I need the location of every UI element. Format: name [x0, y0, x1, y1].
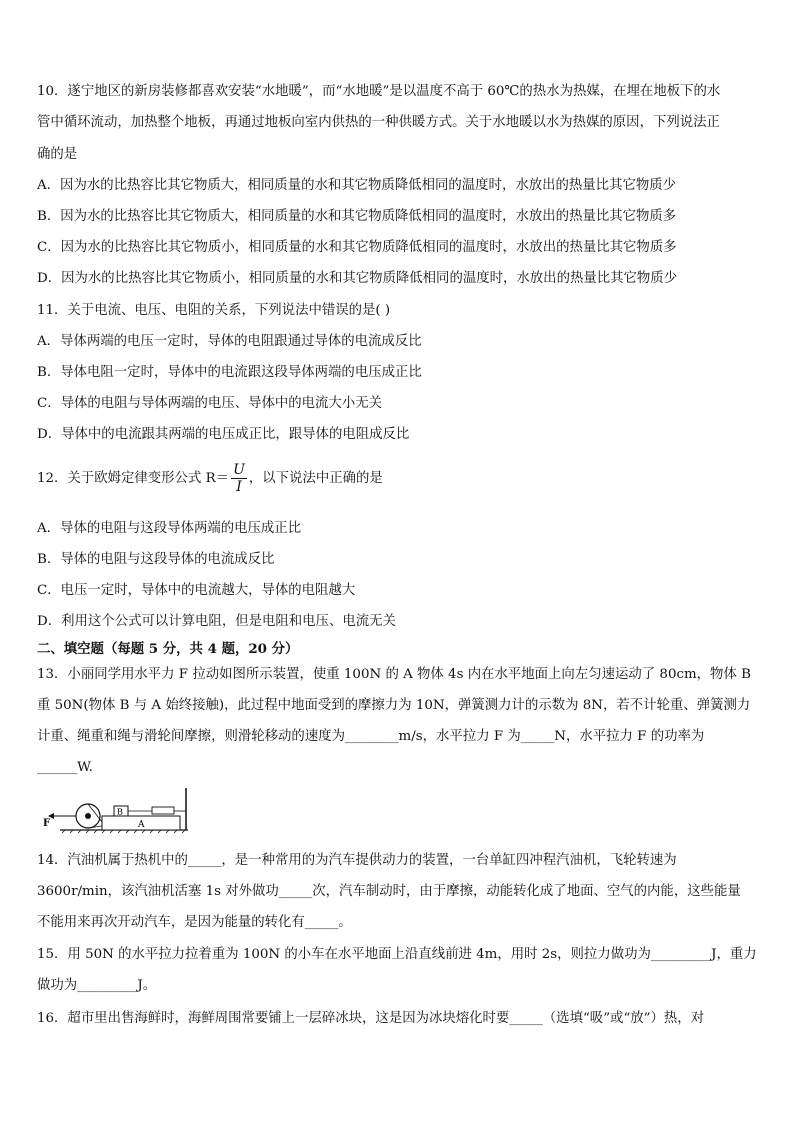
q10-line-1: 10．遂宁地区的新房装修都喜欢安装“水地暖”，而“水地暖”是以温度不高于 60℃的热水为热媒，在埋在地板下的水: [37, 84, 721, 99]
q10-line-3: 确的是: [37, 147, 78, 162]
q12-option-a: A．导体的电阻与这段导体两端的电压成正比: [37, 521, 302, 536]
q13-line-2: 重 50N(物体 B 与 A 始终接触)，此过程中地面受到的摩擦力为 10N，弹簧测力计的示数为 8N，若不计轮重、弹簧测力: [37, 698, 751, 713]
ohm-formula-fraction: [231, 462, 247, 495]
pulley-axle: [85, 813, 91, 819]
q12-option-c: C．电压一定时，导体中的电流越大，导体的电阻越大: [37, 583, 356, 598]
q11-option-c: C．导体的电阻与导体两端的电压、导体中的电流大小无关: [37, 396, 383, 411]
q10-line-2: 管中循环流动，加热整个地板，再通过地板向室内供热的一种供暖方式。关于水地暖以水为热媒的原因，下列说法正: [37, 115, 720, 130]
q12-option-b: B．导体的电阻与这段导体的电流成反比: [37, 552, 275, 567]
q12-stem-suffix: ，以下说法中正确的是: [248, 471, 383, 486]
q15-line-2: 做功为_________J。: [37, 978, 157, 993]
q14-line-2: 3600r/min，该汽油机活塞 1s 对外做功_____次，汽车制动时，由于摩擦，动能转化成了地面、空气的内能，这些能量: [37, 884, 741, 899]
q11-option-d: D．导体中的电流跟其两端的电压成正比，跟导体的电阻成反比: [37, 427, 410, 442]
q12-stem: [37, 462, 383, 495]
formula-denominator: I: [236, 479, 242, 495]
q14-line-1: 14．汽油机属于热机中的_____，是一种常用的为汽车提供动力的装置，一台单缸四冲程汽油机，飞轮转速为: [37, 853, 677, 868]
q13-line-4: ______W.: [37, 760, 93, 775]
q14-line-3: 不能用来再次开动汽车，是因为能量的转化有_____。: [37, 915, 352, 930]
q11-stem: 11．关于电流、电压、电阻的关系，下列说法中错误的是( ): [37, 303, 391, 318]
q10-option-c: C．因为水的比热容比其它物质小，相同质量的水和其它物质降低相同的温度时，水放出的热量比其它物质多: [37, 240, 677, 255]
label-a: A: [138, 820, 145, 830]
q16-line-1: 16．超市里出售海鲜时，海鲜周围常要铺上一层碎冰块，这是因为冰块熔化时要_____（选填“吸”或“放”）热，对: [37, 1011, 705, 1026]
q10-option-d: D．因为水的比热容比其它物质小，相同质量的水和其它物质降低相同的温度时，水放出的热量比其它物质少: [37, 271, 678, 286]
spring-scale: [152, 807, 174, 814]
label-f: F: [43, 818, 51, 829]
q12-stem-prefix: 12．关于欧姆定律变形公式 R＝: [37, 471, 230, 486]
q13-line-3: 计重、绳重和绳与滑轮间摩擦，则滑轮移动的速度为________m/s，水平拉力 F 为_____N，水平拉力 F 的功率为: [37, 729, 705, 744]
pulley-apparatus-figure: [40, 786, 190, 834]
q12-option-d: D．利用这个公式可以计算电阻，但是电阻和电压、电流无关: [37, 614, 396, 629]
q13-line-1: 13．小丽同学用水平力 F 拉动如图所示装置，使重 100N 的 A 物体 4s 内在水平地面上向左匀速运动了 80cm，物体 B: [37, 667, 751, 682]
q11-option-a: A．导体两端的电压一定时，导体的电阻跟通过导体的电流成反比: [37, 334, 422, 349]
formula-numerator: U: [233, 462, 245, 478]
section-heading-fill-in: 二、填空题（每题 5 分，共 4 题，20 分）: [37, 641, 299, 657]
q11-option-b: B．导体电阻一定时，导体中的电流跟这段导体两端的电压成正比: [37, 365, 422, 380]
label-b: B: [117, 807, 123, 817]
q10-option-a: A．因为水的比热容比其它物质大，相同质量的水和其它物质降低相同的温度时，水放出的热量比其它物质少: [37, 178, 677, 193]
q10-option-b: B．因为水的比热容比其它物质大，相同质量的水和其它物质降低相同的温度时，水放出的热量比其它物质多: [37, 209, 677, 224]
q15-line-1: 15．用 50N 的水平拉力拉着重为 100N 的小车在水平地面上沿直线前进 4m，用时 2s，则拉力做功为_________J，重力: [37, 947, 757, 962]
